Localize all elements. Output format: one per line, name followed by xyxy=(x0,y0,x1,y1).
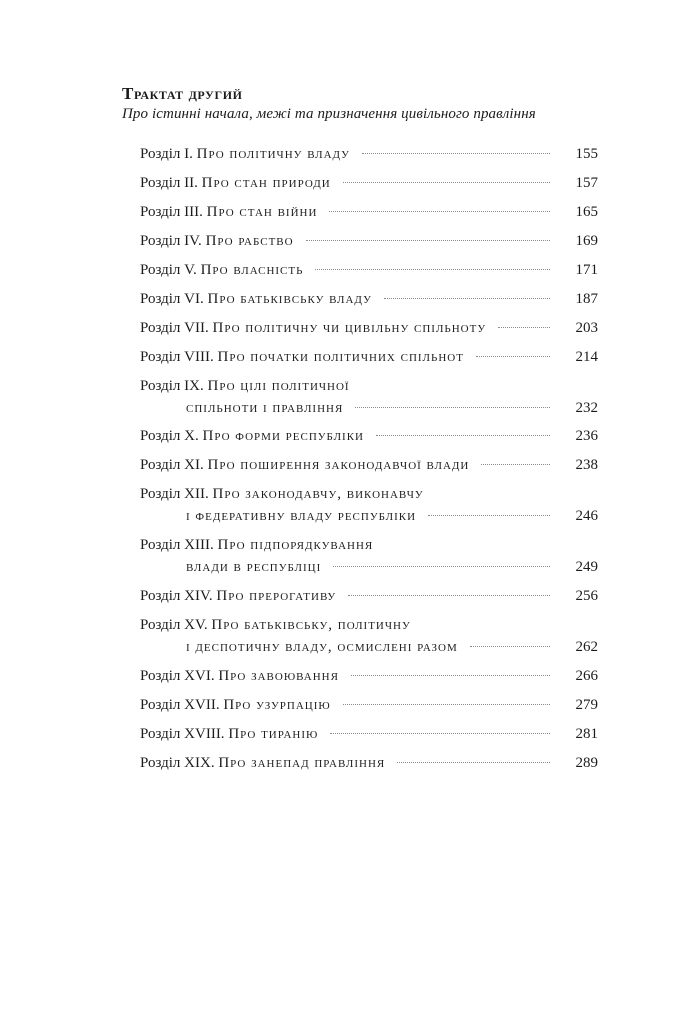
toc-entry[interactable] xyxy=(140,172,598,194)
chapter-number: Розділ XV. xyxy=(140,617,212,633)
toc-entry-label xyxy=(140,665,339,687)
dot-leader xyxy=(306,240,550,241)
page-number: 187 xyxy=(575,291,598,307)
toc-entry[interactable] xyxy=(140,483,598,527)
page-number: 289 xyxy=(575,755,598,771)
toc-entry-label-continued xyxy=(186,397,343,419)
toc-entry[interactable] xyxy=(140,534,598,578)
page-number: 256 xyxy=(575,588,598,604)
toc-entry-label xyxy=(140,143,350,165)
chapter-title: Про рабство xyxy=(205,233,294,249)
chapter-number: Розділ VII. xyxy=(140,320,213,336)
dot-leader xyxy=(333,566,550,567)
toc-entry[interactable] xyxy=(140,723,598,745)
chapter-title: Про батьківську владу xyxy=(207,291,372,307)
chapter-number: Розділ VIII. xyxy=(140,349,218,365)
toc-entry-label xyxy=(140,752,385,774)
toc-entry-label xyxy=(140,201,317,223)
toc-entry-label-continued xyxy=(186,556,321,578)
dot-leader xyxy=(315,269,550,270)
page-number: 281 xyxy=(575,726,598,742)
dot-leader xyxy=(470,646,550,647)
chapter-title: Про занепад правління xyxy=(218,755,386,771)
page-number: 238 xyxy=(575,457,598,473)
toc-entry-label xyxy=(140,723,318,745)
toc-entry-label xyxy=(140,425,364,447)
page-number: 249 xyxy=(575,559,598,575)
chapter-title-continued: спільноти і правління xyxy=(186,400,344,416)
chapter-title: Про завоювання xyxy=(218,668,339,684)
toc-entry-label xyxy=(140,694,331,716)
page-number: 214 xyxy=(575,349,598,365)
chapter-number: Розділ X. xyxy=(140,428,203,444)
toc-entry-label-continued xyxy=(186,505,416,527)
page-number: 165 xyxy=(575,204,598,220)
chapter-number: Розділ XIII. xyxy=(140,537,218,553)
toc-entry-label xyxy=(140,317,486,339)
toc-entry-label xyxy=(140,230,294,252)
toc-entry[interactable] xyxy=(140,614,598,658)
section-title: Трактат другий xyxy=(122,84,243,103)
chapter-number: Розділ XIV. xyxy=(140,588,217,604)
chapter-title: Про цілі політичної xyxy=(207,378,350,394)
chapter-number: Розділ III. xyxy=(140,204,207,220)
toc-entry[interactable] xyxy=(140,425,598,447)
dot-leader xyxy=(481,464,550,465)
toc-entry[interactable] xyxy=(140,143,598,165)
chapter-number: Розділ XVI. xyxy=(140,668,219,684)
toc-entry-label xyxy=(140,346,464,368)
chapter-title: Про тиранію xyxy=(228,726,319,742)
toc-entry[interactable] xyxy=(140,259,598,281)
chapter-number: Розділ II. xyxy=(140,175,202,191)
chapter-number: Розділ XVIII. xyxy=(140,726,229,742)
chapter-title: Про політичну чи цивільну спільноту xyxy=(212,320,487,336)
toc-entry-label xyxy=(140,288,372,310)
chapter-title: Про власність xyxy=(200,262,304,278)
toc-entry[interactable] xyxy=(140,694,598,716)
toc-entry[interactable] xyxy=(140,230,598,252)
toc-entry-label xyxy=(140,534,373,556)
chapter-title: Про законодавчу, виконавчу xyxy=(212,486,424,502)
dot-leader xyxy=(428,515,550,516)
page-number: 169 xyxy=(575,233,598,249)
toc-entry-label xyxy=(140,454,469,476)
dot-leader xyxy=(355,407,550,408)
dot-leader xyxy=(343,704,550,705)
toc-entry[interactable] xyxy=(140,585,598,607)
chapter-title: Про прерогативу xyxy=(216,588,337,604)
toc-entry[interactable] xyxy=(140,201,598,223)
chapter-title: Про початки політичних спільнот xyxy=(217,349,464,365)
chapter-title-continued: і федеративну владу республіки xyxy=(186,508,417,524)
dot-leader xyxy=(397,762,550,763)
page-number: 232 xyxy=(575,400,598,416)
toc-entry-label xyxy=(140,585,336,607)
chapter-number: Розділ XIX. xyxy=(140,755,219,771)
toc-entry[interactable] xyxy=(140,454,598,476)
toc-entry[interactable] xyxy=(140,346,598,368)
chapter-title: Про батьківську, політичну xyxy=(211,617,411,633)
page-number: 262 xyxy=(575,639,598,655)
dot-leader xyxy=(376,435,550,436)
toc-entry[interactable] xyxy=(140,665,598,687)
toc-entry-label-continued xyxy=(186,636,458,658)
chapter-number: Розділ IX. xyxy=(140,378,208,394)
dot-leader xyxy=(330,733,550,734)
page-number: 279 xyxy=(575,697,598,713)
chapter-title: Про поширення законодавчої влади xyxy=(207,457,470,473)
page-number: 157 xyxy=(575,175,598,191)
chapter-title: Про узурпацію xyxy=(223,697,331,713)
chapter-title: Про стан війни xyxy=(206,204,318,220)
toc-entry-label xyxy=(140,375,350,397)
toc-entry-label xyxy=(140,259,303,281)
dot-leader xyxy=(348,595,550,596)
toc-entry[interactable] xyxy=(140,288,598,310)
chapter-title-continued: і деспотичну владу, осмислені разом xyxy=(186,639,458,655)
chapter-number: Розділ XVII. xyxy=(140,697,224,713)
chapter-title: Про форми республіки xyxy=(202,428,364,444)
chapter-title: Про підпорядкування xyxy=(217,537,374,553)
page-number: 171 xyxy=(575,262,598,278)
section-subtitle: Про істинні начала, межі та призначення цивільного правління xyxy=(122,106,536,122)
chapter-title: Про політичну владу xyxy=(196,146,350,162)
chapter-title: Про стан природи xyxy=(201,175,331,191)
chapter-number: Розділ I. xyxy=(140,146,197,162)
dot-leader xyxy=(329,211,550,212)
chapter-number: Розділ IV. xyxy=(140,233,206,249)
toc-entry-label xyxy=(140,483,424,505)
page-number: 155 xyxy=(575,146,598,162)
page-number: 246 xyxy=(575,508,598,524)
dot-leader xyxy=(476,356,550,357)
toc-entry[interactable] xyxy=(140,317,598,339)
table-of-contents xyxy=(140,143,598,774)
chapter-number: Розділ XI. xyxy=(140,457,208,473)
toc-entry[interactable] xyxy=(140,375,598,419)
dot-leader xyxy=(351,675,550,676)
dot-leader xyxy=(384,298,550,299)
chapter-title-continued: влади в республіці xyxy=(186,559,322,575)
dot-leader xyxy=(498,327,550,328)
chapter-number: Розділ VI. xyxy=(140,291,208,307)
page-number: 266 xyxy=(575,668,598,684)
page-number: 203 xyxy=(575,320,598,336)
page-number: 236 xyxy=(575,428,598,444)
toc-entry-label xyxy=(140,614,411,636)
toc-entry-label xyxy=(140,172,331,194)
dot-leader xyxy=(362,153,550,154)
toc-entry[interactable] xyxy=(140,752,598,774)
chapter-number: Розділ XII. xyxy=(140,486,213,502)
chapter-number: Розділ V. xyxy=(140,262,201,278)
dot-leader xyxy=(343,182,550,183)
